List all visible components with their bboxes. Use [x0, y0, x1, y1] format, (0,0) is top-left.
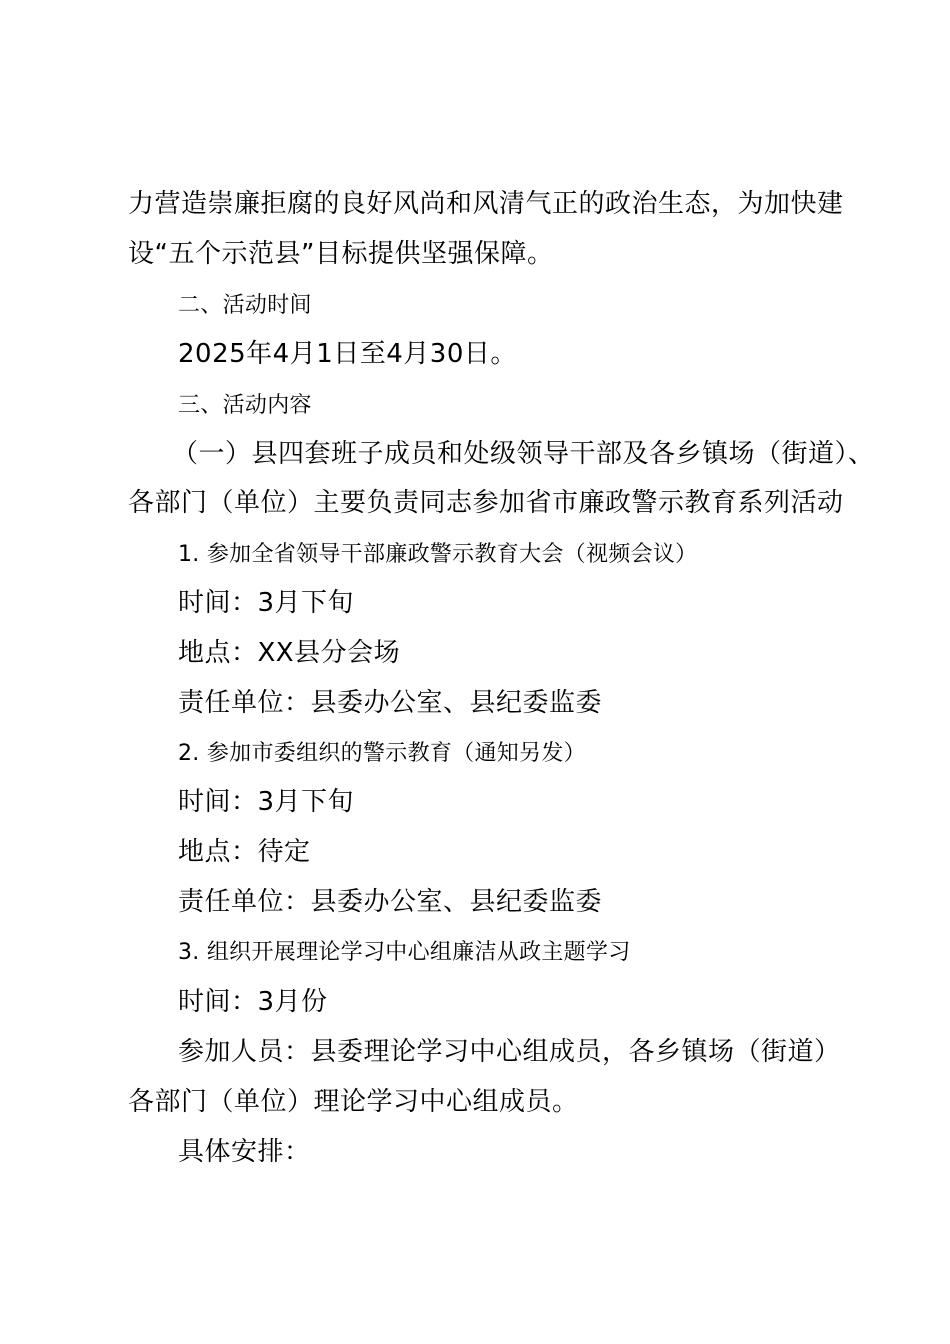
section-heading: 二、活动时间 [178, 293, 312, 318]
paragraph-line: 地点：XX县分会场 [178, 638, 401, 668]
subsection-heading: 各部门（单位）主要负责同志参加省市廉政警示教育系列活动 [128, 488, 844, 518]
paragraph-line: 责任单位：县委办公室、县纪委监委 [178, 887, 603, 917]
paragraph-line: 2025年4月1日至4月30日。 [178, 339, 517, 369]
paragraph-line: 设“五个示范县”目标提供坚强保障。 [128, 239, 554, 269]
item-heading: 3. 组织开展理论学习中心组廉洁从政主题学习 [178, 940, 631, 965]
paragraph-line: 时间：3月下旬 [178, 787, 355, 817]
paragraph-line: 具体安排： [178, 1137, 311, 1167]
item-heading: 1. 参加全省领导干部廉政警示教育大会（视频会议） [178, 542, 698, 567]
paragraph-line: 责任单位：县委办公室、县纪委监委 [178, 688, 603, 718]
paragraph-line: 时间：3月下旬 [178, 588, 355, 618]
item-heading: 2. 参加市委组织的警示教育（通知另发） [178, 741, 586, 766]
paragraph-line: 地点：待定 [178, 837, 311, 867]
paragraph-line: 参加人员：县委理论学习中心组成员，各乡镇场（街道） [178, 1037, 841, 1067]
subsection-heading: （一）县四套班子成员和处级领导干部及各乡镇场（街道）、 [172, 439, 875, 469]
paragraph-line: 力营造崇廉拒腐的良好风尚和风清气正的政治生态，为加快建 [128, 189, 844, 219]
section-heading: 三、活动内容 [178, 393, 312, 418]
paragraph-line: 时间：3月份 [178, 987, 328, 1017]
paragraph-line: 各部门（单位）理论学习中心组成员。 [128, 1087, 579, 1117]
